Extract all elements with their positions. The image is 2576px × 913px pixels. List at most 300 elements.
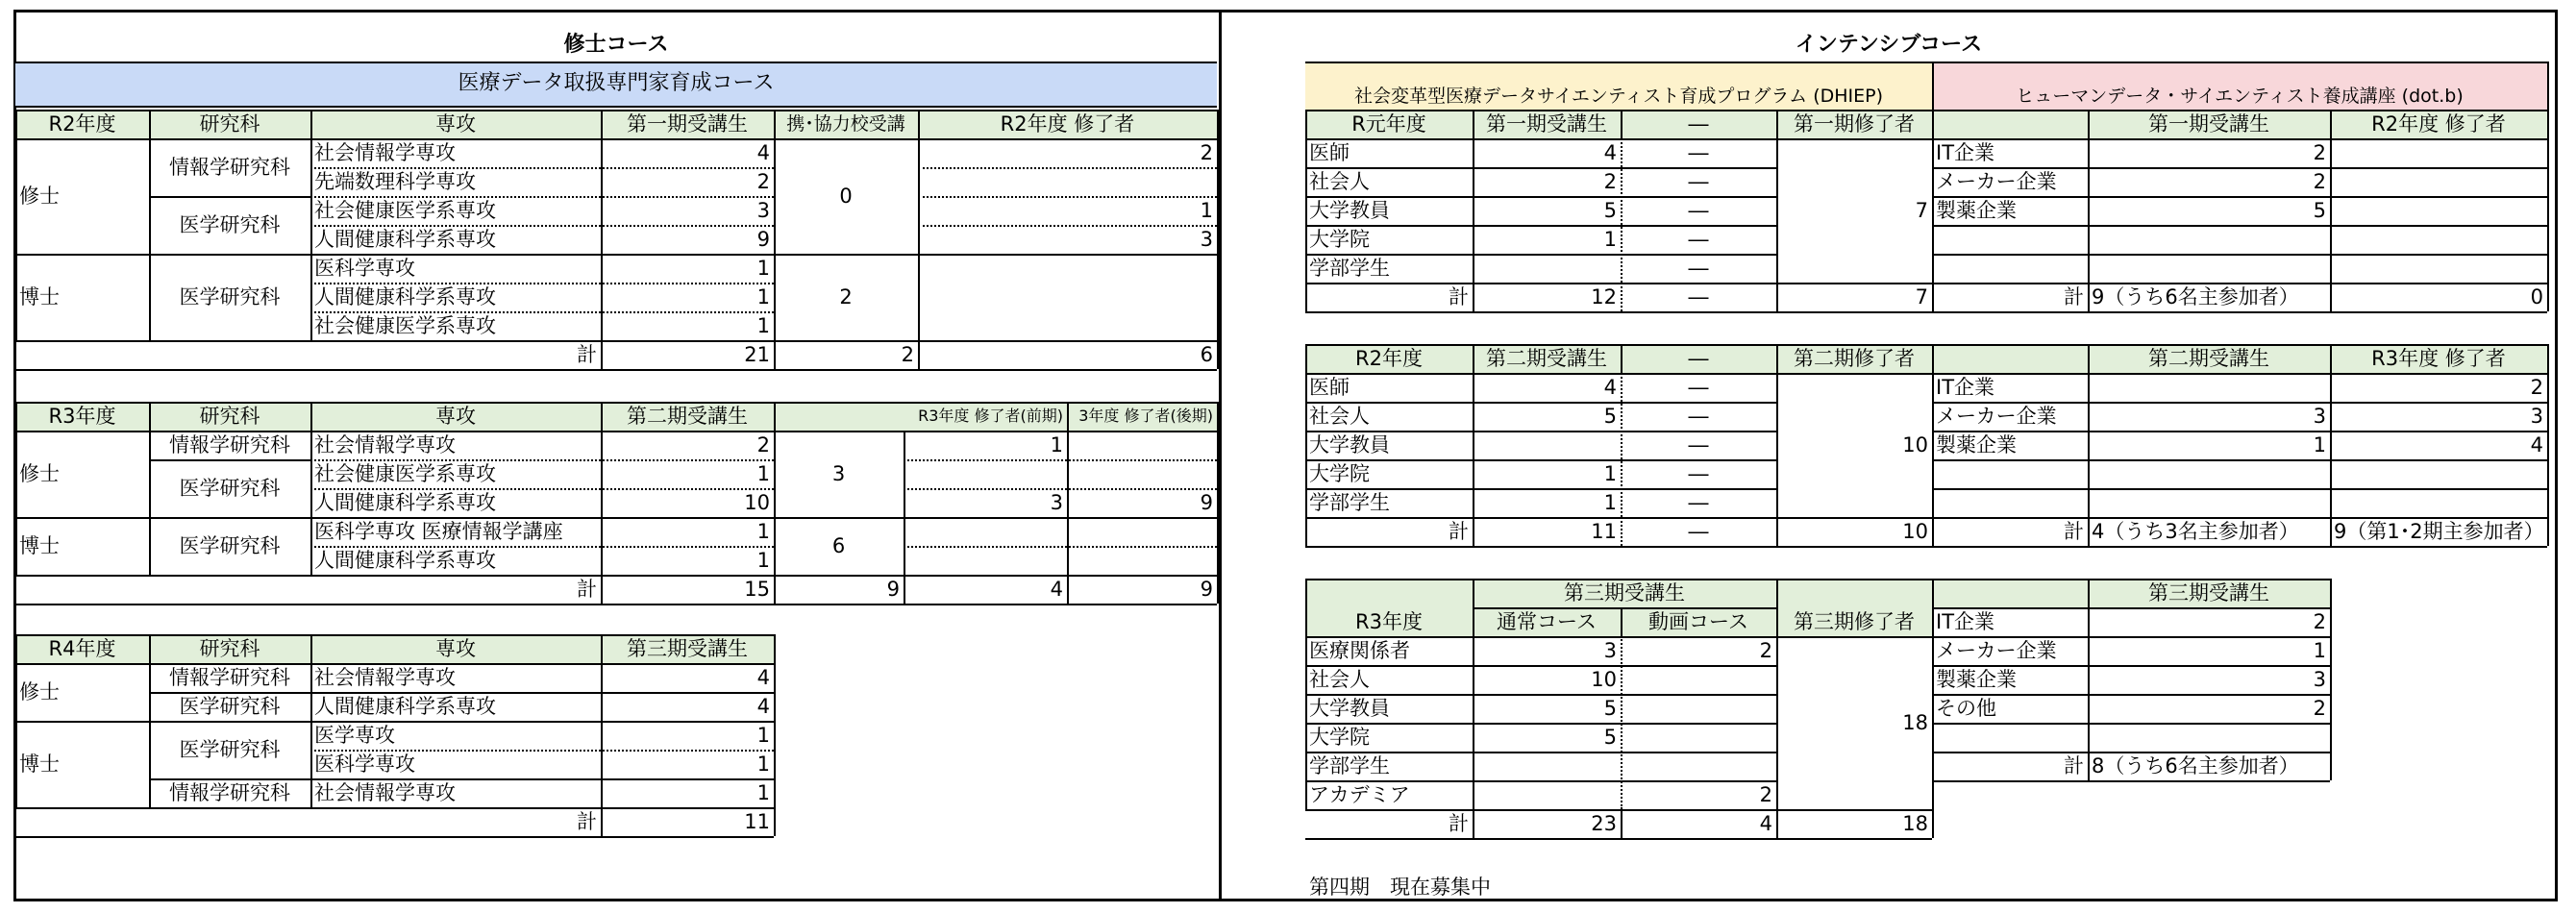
program-b-name: ヒューマンデータ・サイエンティスト養成講座 (dot.b)	[2016, 86, 2464, 107]
t3-industry-count: 3	[2313, 668, 2326, 691]
grid-line	[1473, 607, 1776, 609]
r3-done-second: 9	[1200, 491, 1213, 514]
grid-line	[1305, 225, 1776, 227]
r3-done-first: 3	[1050, 491, 1063, 514]
grid-line	[149, 431, 151, 575]
t1-count: 2	[1603, 170, 1617, 193]
grid-line	[15, 110, 1217, 111]
t3-total-normal: 23	[1591, 812, 1617, 835]
grid-line	[2547, 373, 2549, 517]
grid-line	[310, 402, 312, 431]
grid-line	[1621, 636, 1622, 809]
t2-category: 学部学生	[1309, 491, 1390, 514]
r4-major: 人間健康科学系専攻	[314, 695, 496, 718]
t3-industry-count: 2	[2313, 697, 2326, 720]
r3-total-label: 計	[577, 578, 597, 601]
grid-line	[774, 110, 776, 138]
grid-line	[904, 488, 1217, 490]
grid-line	[1776, 517, 1778, 546]
t2-industry-done: 4	[2530, 433, 2543, 456]
r3-major: 社会情報学専攻	[314, 433, 456, 456]
grid-line	[149, 778, 774, 780]
grid-line	[15, 402, 17, 431]
t3-normal	[1473, 780, 1621, 809]
grid-line	[1932, 459, 2547, 461]
t2-count: 4	[1603, 376, 1617, 399]
grid-line	[310, 488, 774, 490]
t1-industry: IT企業	[1936, 141, 1995, 164]
t3-video: 2	[1759, 783, 1772, 806]
r3-total-partner: 9	[886, 578, 900, 601]
r2-total-partner: 2	[901, 343, 914, 366]
grid-line	[149, 459, 310, 461]
grid-line	[1621, 283, 1622, 311]
grid-line	[1932, 225, 2547, 227]
grid-line	[601, 110, 603, 138]
r3-total-done-second: 9	[1200, 578, 1213, 601]
grid-line	[310, 167, 774, 169]
grid-line	[1305, 546, 2547, 548]
grid-line	[149, 634, 151, 663]
grid-line	[918, 196, 1217, 198]
grid-line	[1305, 780, 1776, 782]
grid-line	[1305, 517, 1307, 546]
t2-total-done-a: 10	[1902, 520, 1928, 543]
grid-line	[774, 340, 776, 369]
grid-line	[1932, 488, 2547, 490]
grid-line	[1776, 283, 1778, 311]
grid-line	[1473, 809, 1474, 838]
t1-industry: メーカー企業	[1936, 170, 2057, 193]
r2-partner: 0	[839, 185, 853, 208]
r4-header: 第三期受講生	[627, 637, 748, 660]
r2-major: 社会情報学専攻	[314, 141, 456, 164]
r3-done-second	[1067, 431, 1217, 459]
grid-line	[1621, 344, 1622, 373]
r2-done: 3	[1200, 228, 1213, 251]
r3-major: 社会健康医学系専攻	[314, 462, 496, 485]
grid-line	[1932, 636, 2330, 638]
t2-industry-done: 2	[2530, 376, 2543, 399]
grid-line	[2088, 344, 2090, 373]
grid-line	[918, 167, 1217, 169]
grid-line	[1932, 196, 2547, 198]
r3-done-second	[1067, 546, 1217, 575]
r2-major: 人間健康科学系専攻	[314, 228, 496, 251]
grid-line	[2330, 607, 2332, 780]
r3-header: 3年度 修了者(後期)	[1078, 407, 1213, 425]
r3-count: 2	[756, 433, 770, 456]
grid-line	[1305, 373, 1307, 517]
r2-header: 研究科	[199, 112, 260, 136]
grid-line	[918, 340, 920, 369]
grid-line	[15, 369, 1217, 371]
grid-line	[1217, 138, 1219, 340]
grid-line	[774, 402, 776, 431]
t1-header-b: 第一期受講生	[2148, 112, 2269, 136]
t3-category: 大学教員	[1309, 697, 1390, 720]
t3-category: アカデミア	[1309, 783, 1410, 806]
t3-category: 社会人	[1309, 668, 1370, 691]
r3-year-master: 修士	[19, 462, 60, 485]
t2-dash: ―	[1688, 376, 1709, 399]
grid-line	[1621, 110, 1622, 138]
grid-line	[1932, 167, 2547, 169]
t3-industry: その他	[1936, 697, 1996, 720]
grid-line	[15, 138, 17, 340]
t1-industry: 製薬企業	[1936, 199, 2017, 222]
t2-header-b: 第二期受講生	[2148, 347, 2269, 370]
grid-line	[774, 575, 776, 604]
t1-dash: ―	[1688, 141, 1709, 164]
t3-category: 医療関係者	[1309, 639, 1410, 662]
t1-dash: ―	[1688, 228, 1709, 251]
r2-major: 社会健康医学系専攻	[314, 199, 496, 222]
grid-line	[149, 110, 151, 138]
grid-line	[1932, 694, 2330, 696]
t3-video	[1621, 723, 1776, 752]
r3-major: 人間健康科学系専攻	[314, 549, 496, 572]
t2-category: 大学院	[1309, 462, 1370, 485]
r2-done: 1	[1200, 199, 1213, 222]
t3-total-video: 4	[1759, 812, 1772, 835]
grid-line	[149, 692, 774, 694]
r2-count: 4	[756, 141, 770, 164]
grid-line	[1776, 579, 1778, 607]
t3-industry: 製薬企業	[1936, 668, 2017, 691]
r4-major: 社会情報学専攻	[314, 781, 456, 804]
grid-line	[1473, 517, 1474, 546]
r3-done-first	[904, 546, 1067, 575]
grid-line	[1473, 579, 1474, 607]
r2-total-count: 21	[744, 343, 770, 366]
grid-line	[1305, 196, 1776, 198]
grid-line	[2330, 110, 2332, 138]
r4-count: 1	[756, 753, 770, 776]
r4-total-count: 11	[744, 810, 770, 833]
grid-line	[15, 604, 1217, 605]
r2-header: R2年度	[48, 112, 116, 136]
grid-line	[2330, 517, 2332, 546]
t2-dash: ―	[1688, 405, 1709, 428]
r3-header: 第二期受講生	[627, 405, 748, 428]
t1-count	[1473, 254, 1621, 283]
grid-line	[1217, 110, 1219, 138]
t2-dash: ―	[1688, 520, 1709, 543]
grid-line	[1776, 110, 1778, 138]
grid-line	[1932, 665, 2330, 667]
r4-total-label: 計	[577, 810, 597, 833]
grid-line	[1621, 517, 1622, 546]
t2-industry: 製薬企業	[1936, 433, 2017, 456]
r2-done: 2	[1200, 141, 1213, 164]
r3-header: 研究科	[199, 405, 260, 428]
grid-line	[1473, 607, 1474, 636]
grid-line	[601, 138, 603, 340]
r4-grad: 情報学研究科	[169, 666, 290, 689]
grid-line	[15, 634, 17, 663]
r3-year-doctor: 博士	[19, 534, 60, 557]
grid-line	[1305, 254, 1776, 256]
r2-count: 2	[756, 170, 770, 193]
r3-count: 10	[744, 491, 770, 514]
r2-count: 9	[756, 228, 770, 251]
t2-count: 1	[1603, 491, 1617, 514]
r2-major: 医科学専攻	[314, 257, 415, 280]
t1-total-done-a: 7	[1915, 285, 1928, 308]
grid-line	[2330, 579, 2332, 607]
grid-line	[1305, 110, 1307, 138]
r2-header: 携･協力校受講	[786, 113, 905, 135]
t1-category: 学部学生	[1309, 257, 1390, 280]
grid-line	[1776, 607, 1778, 636]
t1-category: 大学院	[1309, 228, 1370, 251]
t1-count: 4	[1603, 141, 1617, 164]
grid-line	[2547, 110, 2549, 138]
grid-line	[918, 138, 920, 340]
t2-dash: ―	[1688, 491, 1709, 514]
r2-partner: 2	[839, 285, 853, 308]
grid-line	[1473, 110, 1474, 138]
t2-header-a: ―	[1688, 347, 1709, 370]
grid-line	[1217, 402, 1219, 431]
t1-header-a: 第一期修了者	[1794, 112, 1915, 136]
grid-line	[310, 196, 774, 198]
t2-header-a: 第二期修了者	[1794, 347, 1915, 370]
t2-total-b: 4（うち3名主参加者）	[2092, 520, 2299, 543]
r3-done-second	[1067, 459, 1217, 488]
t3-industry-count: 2	[2313, 610, 2326, 633]
r2-header: 第一期受講生	[627, 112, 748, 136]
grid-line	[2547, 138, 2549, 283]
grid-line	[310, 634, 312, 663]
grid-line	[1305, 723, 1776, 725]
t3-normal: 5	[1603, 697, 1617, 720]
t1-header-b: R2年度 修了者	[2371, 112, 2506, 136]
t1-header-a: R元年度	[1351, 112, 1426, 136]
grid-line	[15, 634, 774, 636]
r3-done-second	[1067, 517, 1217, 546]
grid-line	[1776, 636, 1778, 809]
section-divider	[1219, 10, 1222, 901]
right-title: インテンシブコース	[1795, 33, 1983, 57]
grid-line	[1305, 579, 2330, 580]
grid-line	[310, 750, 774, 752]
grid-line	[310, 283, 774, 284]
t1-dash: ―	[1688, 257, 1709, 280]
r3-done-first	[904, 517, 1067, 546]
t2-header-a: R2年度	[1355, 347, 1423, 370]
r4-grad: 医学研究科	[179, 695, 281, 718]
r3-done-first	[904, 459, 1067, 488]
grid-line	[1932, 809, 1934, 838]
t1-total-label: 計	[1449, 285, 1469, 308]
t1-industry-count: 2	[2313, 141, 2326, 164]
r4-major: 医学専攻	[314, 724, 395, 747]
r4-count: 1	[756, 724, 770, 747]
r3-count: 1	[756, 462, 770, 485]
grid-line	[904, 459, 1217, 461]
t3-total-label: 計	[1449, 812, 1469, 835]
r3-major: 人間健康科学系専攻	[314, 491, 496, 514]
t1-count: 1	[1603, 228, 1617, 251]
r4-header: 専攻	[435, 637, 476, 660]
r2-grad: 情報学研究科	[169, 156, 290, 179]
t2-header-b: R3年度 修了者	[2371, 347, 2506, 370]
grid-line	[1932, 344, 1934, 373]
t2-industry-count: 1	[2313, 433, 2326, 456]
t2-industry: メーカー企業	[1936, 405, 2057, 428]
r2-header: R2年度 修了者	[1000, 112, 1135, 136]
grid-line	[1932, 517, 1934, 546]
t3-done: 18	[1902, 711, 1928, 734]
grid-line	[904, 575, 905, 604]
r3-header: 専攻	[435, 405, 476, 428]
t2-count	[1473, 431, 1621, 459]
grid-line	[1305, 838, 1932, 840]
grid-line	[1305, 636, 1307, 809]
r4-grad: 情報学研究科	[169, 781, 290, 804]
r3-partner: 6	[831, 534, 846, 557]
t1-count: 5	[1603, 199, 1617, 222]
grid-line	[15, 254, 1217, 256]
grid-line	[310, 225, 774, 227]
grid-line	[1305, 694, 1776, 696]
grid-line	[1776, 138, 1778, 283]
grid-line	[774, 634, 776, 663]
t2-industry: IT企業	[1936, 376, 1995, 399]
grid-line	[1932, 431, 2547, 432]
t3-group-a: 第三期受講生	[1564, 581, 1685, 605]
grid-line	[1067, 431, 1069, 575]
t1-industry-count: 5	[2313, 199, 2326, 222]
r2-grad: 医学研究科	[179, 285, 281, 308]
r2-major: 先端数理科学専攻	[314, 170, 476, 193]
r3-header: R3年度 修了者(前期)	[918, 407, 1063, 425]
grid-line	[1067, 575, 1069, 604]
r4-count: 4	[756, 666, 770, 689]
t3-video: 2	[1759, 639, 1772, 662]
grid-line	[1932, 579, 1934, 607]
r3-grad: 情報学研究科	[169, 433, 290, 456]
grid-line	[2088, 517, 2090, 546]
grid-line	[1932, 254, 2547, 256]
r3-count: 1	[756, 520, 770, 543]
grid-line	[2088, 373, 2090, 517]
t1-done: 7	[1915, 199, 1928, 222]
grid-line	[2088, 579, 2090, 607]
t2-total-done-b: 9（第1･2期主参加者）	[2334, 520, 2544, 543]
grid-line	[1621, 373, 1622, 517]
t3-video	[1621, 665, 1776, 694]
r4-count: 1	[756, 781, 770, 804]
grid-line	[1932, 283, 1934, 311]
t1-dash: ―	[1688, 170, 1709, 193]
grid-line	[1305, 138, 1307, 283]
grid-line	[1305, 579, 1307, 607]
grid-line	[310, 546, 774, 548]
grid-line	[2547, 283, 2549, 311]
grid-line	[1305, 665, 1776, 667]
r4-major: 医科学専攻	[314, 753, 415, 776]
grid-line	[2088, 138, 2090, 283]
grid-line	[149, 402, 151, 431]
grid-line	[1473, 138, 1474, 283]
r2-header: 専攻	[435, 112, 476, 136]
t1-total-b: 9（うち6名主参加者）	[2092, 285, 2299, 308]
program-a-name: 社会変革型医療データサイエンティスト育成プログラム (DHIEP)	[1353, 86, 1884, 107]
grid-line	[601, 402, 603, 431]
grid-line	[1305, 431, 1776, 432]
t1-total-done-b: 0	[2530, 285, 2543, 308]
t1-category: 医師	[1309, 141, 1350, 164]
grid-line	[15, 402, 1217, 404]
t1-header-a: 第一期受講生	[1486, 112, 1607, 136]
grid-line	[1932, 402, 2547, 404]
grid-line	[15, 110, 17, 138]
r3-header: R3年度	[48, 405, 116, 428]
t3-total-label-b: 計	[2064, 754, 2084, 777]
grid-line	[1932, 110, 1934, 138]
t1-industry-count: 2	[2313, 170, 2326, 193]
r2-year-master: 修士	[19, 185, 60, 208]
t2-count: 5	[1603, 405, 1617, 428]
grid-line	[15, 62, 1217, 63]
r2-year-doctor: 博士	[19, 285, 60, 308]
t2-category: 大学教員	[1309, 433, 1390, 456]
t2-header-a: 第二期受講生	[1486, 347, 1607, 370]
grid-line	[1305, 752, 1776, 753]
grid-line	[601, 431, 603, 575]
grid-line	[1776, 373, 1778, 517]
grid-line	[1305, 607, 1307, 636]
r2-count: 1	[756, 314, 770, 337]
t3-header-a: R3年度	[1355, 610, 1423, 633]
grid-line	[1217, 340, 1219, 369]
t3-total-b: 8（うち6名主参加者）	[2092, 754, 2299, 777]
r4-grad: 医学研究科	[179, 738, 281, 761]
grid-line	[1932, 62, 1934, 110]
r4-header: 研究科	[199, 637, 260, 660]
r3-major: 医科学専攻 医療情報学講座	[314, 520, 563, 543]
t3-header-a: 第三期修了者	[1794, 610, 1915, 633]
grid-line	[2330, 283, 2332, 311]
grid-line	[2330, 138, 2332, 283]
r3-total-done-first: 4	[1050, 578, 1063, 601]
grid-line	[2547, 62, 2549, 110]
t1-total-a: 12	[1591, 285, 1617, 308]
r4-header: R4年度	[48, 637, 116, 660]
r3-grad: 医学研究科	[179, 477, 281, 500]
footer-note: 第四期 現在募集中	[1309, 876, 1491, 899]
grid-line	[310, 311, 774, 313]
t3-normal: 3	[1603, 639, 1617, 662]
grid-line	[15, 431, 17, 575]
grid-line	[1217, 431, 1219, 575]
grid-line	[310, 663, 312, 807]
grid-line	[1473, 373, 1474, 517]
grid-line	[1067, 402, 1069, 431]
r4-year-master: 修士	[19, 680, 60, 703]
grid-line	[904, 431, 905, 575]
r2-grad: 医学研究科	[179, 213, 281, 236]
r2-total-label: 計	[577, 343, 597, 366]
grid-line	[1305, 110, 2547, 111]
r2-count: 3	[756, 199, 770, 222]
t1-dash: ―	[1688, 285, 1709, 308]
grid-line	[1473, 283, 1474, 311]
grid-line	[2330, 344, 2332, 373]
